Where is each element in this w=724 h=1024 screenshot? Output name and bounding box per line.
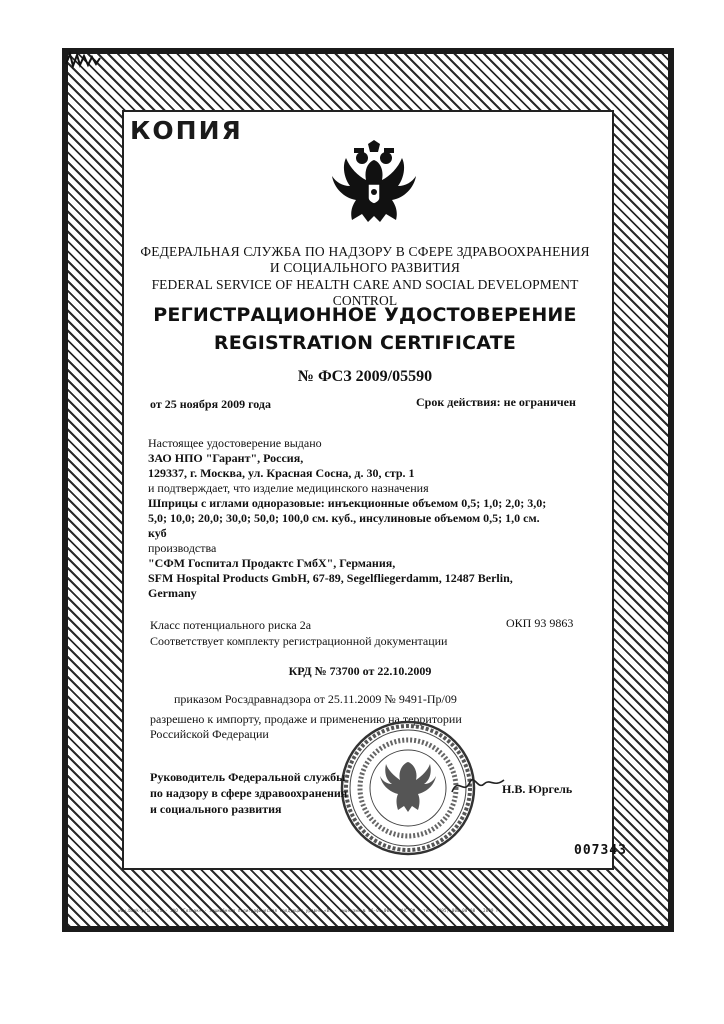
okp-code: ОКП 93 9863 bbox=[506, 616, 574, 630]
risk-class: Класс потенциального риска 2а bbox=[150, 618, 312, 632]
validity-period: Срок действия: не ограничен bbox=[416, 395, 576, 409]
krd-number: КРД № 73700 от 22.10.2009 bbox=[288, 664, 432, 678]
product-line-1: Шприцы с иглами одноразовые: инъекционные объемом 0,5; 1,0; 2,0; 3,0; bbox=[148, 496, 547, 510]
agency-name-ru-line2: И СОЦИАЛЬНОГО РАЗВИТИЯ bbox=[269, 260, 461, 275]
order-text: приказом Росздравнадзора от 25.11.2009 № 9491-Пр/09 bbox=[174, 692, 457, 706]
footer-print-strip: www.bank-print.ru · ЗАО «Гознак» · защищённая полиграфическая продукция уровня «В» · лицензия № 06-03-000 · ФНС РФ · тел. (495) 000-00-00 · 2009 г. bbox=[118, 908, 502, 913]
permitted-text: разрешено к импорту, продаже и применению на территории bbox=[150, 712, 462, 726]
signatory-title-line3: и социального развития bbox=[150, 802, 282, 816]
signatory-name: Н.В. Юргель bbox=[502, 782, 573, 796]
serial-number: 007343 bbox=[574, 843, 627, 858]
issue-date: от 25 ноября 2009 года bbox=[150, 397, 271, 411]
product-line-2: 5,0; 10,0; 20,0; 30,0; 50,0; 100,0 см. куб., инсулиновые объемом 0,5; 1,0 см. bbox=[148, 511, 540, 525]
certificate-title-ru: РЕГИСТРАЦИОННОЕ УДОСТОВЕРЕНИЕ bbox=[153, 304, 577, 326]
produced-by: производства bbox=[148, 541, 217, 555]
corner-scribble-icon bbox=[64, 50, 102, 70]
compliance-text: Соответствует комплекту регистрационной документации bbox=[150, 634, 448, 648]
double-headed-eagle-emblem-icon bbox=[328, 140, 420, 230]
manufacturer-en: SFM Hospital Products GmbH, 67-89, Segelfliegerdamm, 12487 Berlin, bbox=[148, 571, 513, 585]
copy-stamp: КОПИЯ bbox=[130, 116, 243, 145]
signatory-title-line2: по надзору в сфере здравоохранения bbox=[150, 786, 348, 800]
body-intro: Настоящее удостоверение выдано bbox=[148, 436, 322, 450]
manufacturer-ru: "СФМ Госпитал Продактс ГмбХ", Германия, bbox=[148, 556, 396, 570]
agency-name-en: FEDERAL SERVICE OF HEALTH CARE AND SOCIAL DEVELOPMENT CONTROL bbox=[151, 277, 579, 308]
agency-name-ru-line1: ФЕДЕРАЛЬНАЯ СЛУЖБА ПО НАДЗОРУ В СФЕРЕ ЗДРАВООХРАНЕНИЯ bbox=[140, 244, 590, 259]
holder-name: ЗАО НПО "Гарант", Россия, bbox=[148, 451, 304, 465]
manufacturer-country: Germany bbox=[148, 586, 197, 600]
territory-text: Российской Федерации bbox=[150, 727, 269, 741]
confirms-text: и подтверждает, что изделие медицинского назначения bbox=[148, 481, 429, 495]
certificate-number: № ФСЗ 2009/05590 bbox=[297, 368, 433, 385]
holder-address: 129337, г. Москва, ул. Красная Сосна, д. 30, стр. 1 bbox=[148, 466, 415, 480]
product-line-3: куб bbox=[148, 526, 167, 540]
signatory-title-line1: Руководитель Федеральной службы bbox=[150, 770, 346, 784]
signature-icon bbox=[448, 770, 508, 800]
certificate-title-en: REGISTRATION CERTIFICATE bbox=[213, 332, 517, 354]
